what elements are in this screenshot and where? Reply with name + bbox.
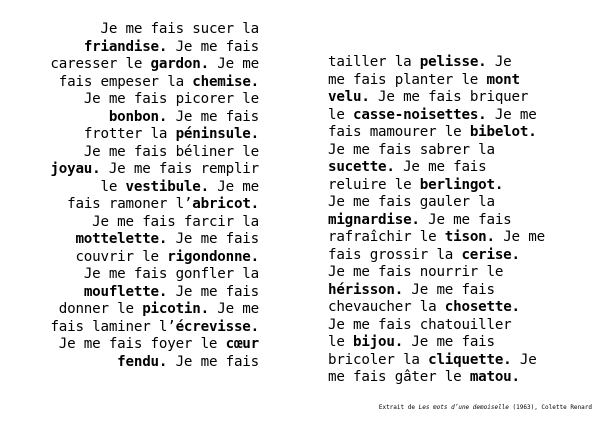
bold-word: bonbon. <box>108 108 168 125</box>
poem-line <box>50 354 259 372</box>
line-text: reluire le <box>328 176 420 193</box>
bold-word: mont <box>486 71 520 88</box>
bold-word: velu. <box>328 89 370 105</box>
poem-line <box>328 299 545 317</box>
line-text: tailler la <box>328 54 420 70</box>
line-text: Je me fais <box>167 108 259 125</box>
line-text: Je me fais <box>167 283 259 300</box>
line-text: frotter la <box>83 126 176 142</box>
line-text: Je me fais sucer la <box>100 21 259 37</box>
line-text: Je me fais briquer <box>369 89 529 105</box>
poem-line <box>50 21 259 39</box>
poem-line <box>328 159 545 177</box>
line-text: Je <box>486 54 512 70</box>
line-text: me fais gâter le <box>328 369 470 385</box>
poem-line <box>50 126 259 144</box>
line-text: Je me fais remplir <box>100 161 259 177</box>
bold-word: mignardise. <box>328 211 420 228</box>
poem-line <box>328 72 545 90</box>
poem-line <box>328 54 545 72</box>
bold-word: tison. <box>444 229 495 245</box>
poem-line <box>50 266 259 284</box>
line-text: donner le <box>58 301 143 317</box>
poem-line <box>328 264 545 282</box>
line-text: Je me fais farcir la <box>92 213 259 230</box>
line-text: fais empeser la <box>58 73 193 90</box>
poem-line <box>328 247 545 265</box>
line-text: couvrir le <box>75 248 168 265</box>
poem-line <box>50 56 259 74</box>
bold-word: cliquette. <box>428 351 512 368</box>
line-text: Je me fais <box>167 353 259 370</box>
bold-word: hérisson. <box>328 281 404 298</box>
poem-line <box>50 39 259 57</box>
bold-word: écrevisse. <box>175 318 259 335</box>
bold-word: gardon. <box>150 56 209 72</box>
bold-word: sucette. <box>328 159 395 175</box>
line-text: Je me fais gonfler la <box>83 266 259 282</box>
poem-line <box>50 74 259 92</box>
bold-word: matou. <box>469 369 520 385</box>
poem-right-column <box>328 54 545 387</box>
poem-line <box>50 109 259 127</box>
line-text: Je me <box>494 229 545 245</box>
bold-word: bijou. <box>353 334 404 350</box>
bold-word: chemise. <box>192 73 259 90</box>
poem-line <box>50 336 259 354</box>
poem-line <box>50 161 259 179</box>
bold-word: abricot. <box>192 196 259 212</box>
line-text: Je me fais <box>403 281 495 298</box>
line-text: Je me <box>208 301 259 317</box>
bold-word: mouflette. <box>83 283 168 300</box>
poem-line <box>50 319 259 337</box>
bold-word: picotin. <box>142 301 209 317</box>
poem-line <box>50 179 259 197</box>
poem-line <box>328 352 545 370</box>
line-text: fais grossir la <box>328 246 462 263</box>
poem-line <box>328 229 545 247</box>
poem-line <box>328 177 545 195</box>
line-text: le <box>100 178 126 195</box>
poem-line <box>50 144 259 162</box>
line-text: Je me fais <box>167 38 259 55</box>
line-text: Je me fais sabrer la <box>328 141 495 158</box>
bold-word: cœur <box>225 336 259 352</box>
line-text: Je <box>511 351 537 368</box>
poem-line <box>50 301 259 319</box>
caption-suffix: (1963), Colette Renard <box>508 404 592 411</box>
poem-line <box>50 196 259 214</box>
line-text: Je me fais <box>167 231 259 247</box>
poem-line <box>328 89 545 107</box>
bold-word: joyau. <box>50 161 101 177</box>
line-text: Je me fais nourrir le <box>328 264 504 280</box>
line-text: Je me fais <box>394 159 487 175</box>
bold-word: rigondonne. <box>167 248 259 265</box>
source-caption <box>379 404 592 412</box>
bold-word: berlingot. <box>419 176 504 193</box>
bold-word: bibelot. <box>469 124 537 140</box>
line-text: rafraîchir le <box>328 229 445 245</box>
line-text: fais laminer l’ <box>50 318 176 335</box>
line-text: Je me <box>208 178 259 195</box>
poem-line <box>328 124 545 142</box>
poem-left-column <box>50 21 259 371</box>
line-text: Je me fais chatouiller <box>328 316 512 333</box>
bold-word: péninsule. <box>175 126 259 142</box>
bold-word: mottelette. <box>75 231 168 247</box>
poem-line <box>328 212 545 230</box>
poem-line <box>328 194 545 212</box>
line-text: Je me fais béliner le <box>83 143 259 160</box>
poem-line <box>328 142 545 160</box>
line-text: bricoler la <box>328 351 429 368</box>
poem-line <box>328 334 545 352</box>
line-text: chevaucher la <box>328 299 445 315</box>
poem-line <box>328 107 545 125</box>
poem-line <box>50 214 259 232</box>
bold-word: cerise. <box>461 246 520 263</box>
bold-word: friandise. <box>83 38 168 55</box>
line-text: fais mamourer le <box>328 124 470 140</box>
bold-word: casse-noisettes. <box>353 106 487 123</box>
poem-line <box>50 284 259 302</box>
line-text: Je me fais gauler la <box>328 194 495 210</box>
line-text: Je me fais picorer le <box>83 91 259 107</box>
line-text: Je me fais foyer le <box>58 336 226 352</box>
caption-prefix: Extrait de <box>378 404 419 411</box>
poem-line <box>50 231 259 249</box>
bold-word: pelisse. <box>419 54 487 70</box>
poem-line <box>50 91 259 109</box>
line-text: me fais planter le <box>328 71 487 88</box>
poem-line <box>328 282 545 300</box>
line-text: le <box>328 106 354 123</box>
poem-line <box>328 369 545 387</box>
line-text: Je me <box>208 56 259 72</box>
line-text: Je me <box>486 106 537 123</box>
poem-line <box>50 249 259 267</box>
line-text: caresser le <box>50 56 151 72</box>
caption-title: Les mots d’une demoiselle <box>418 404 509 411</box>
bold-word: chosette. <box>444 299 520 315</box>
bold-word: fendu. <box>117 353 168 370</box>
poem-line <box>328 317 545 335</box>
line-text: Je me fais <box>403 334 495 350</box>
line-text: le <box>328 334 354 350</box>
line-text: Je me fais <box>419 211 512 228</box>
line-text: fais ramoner l’ <box>67 196 193 212</box>
bold-word: vestibule. <box>125 178 209 195</box>
